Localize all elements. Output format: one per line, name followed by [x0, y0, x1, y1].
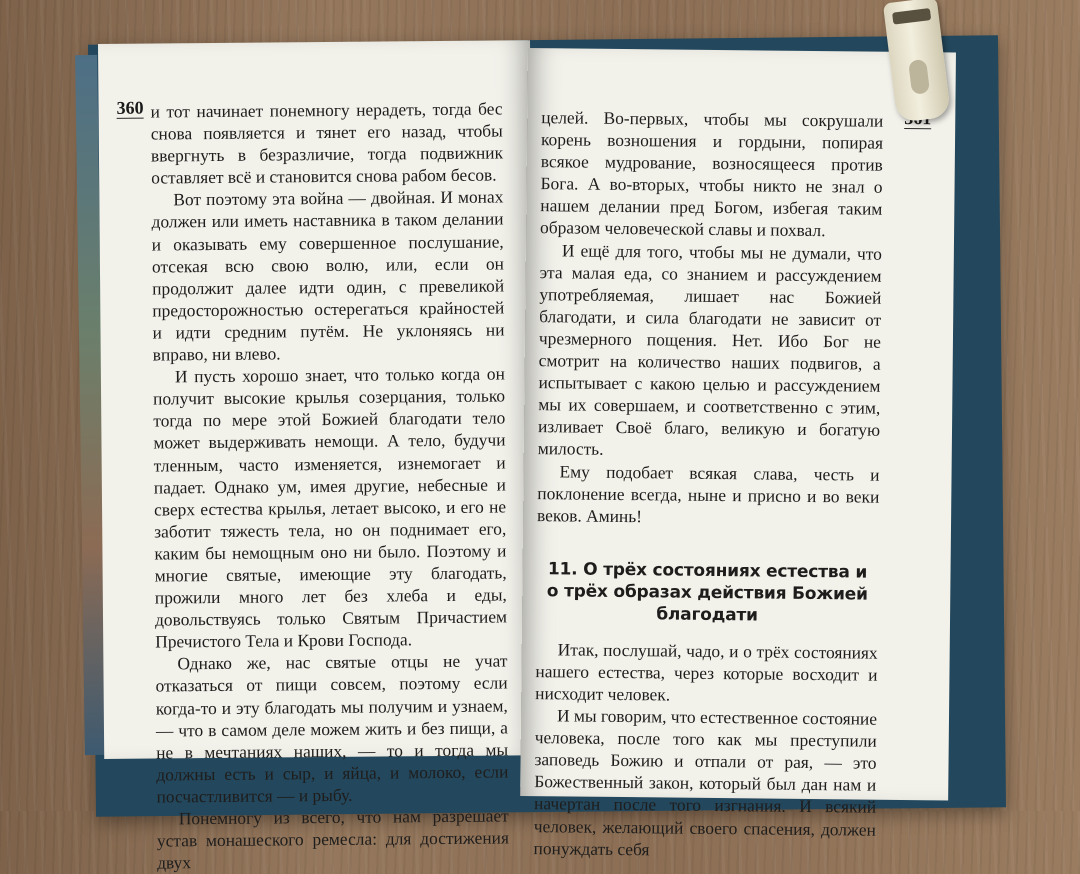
paragraph: и тот начинает понемногу нерадеть, тогда бес снова появляется и тянет его назад, чтобы ввергнуть в безразличие, тогда подвижник оставляет всё и становится снова рабом бесов. — [150, 98, 504, 188]
page-number: 360 — [116, 97, 144, 118]
paragraph: Ему подобает всякая слава, честь и поклонение всегда, ныне и присно и во веки веков. Аминь! — [537, 460, 880, 526]
right-page — [520, 48, 956, 859]
left-page — [98, 40, 536, 873]
clip-hole — [908, 59, 930, 95]
paragraph: целей. Во-первых, чтобы мы сокрушали корень возношения и гордыни, попирая всякое мудрование, возносящееся против Бога. А во-вторых, чтобы никто не знал о нашем делании пред Богом, избегая таким образом человеческой славы и похвал. — [540, 107, 884, 241]
left-page-text — [150, 97, 509, 873]
chapter-heading: 11. О трёх состояниях естества и о трёх образах действия Божией благодати — [546, 559, 868, 626]
paragraph: Вот поэтому эта война — двойная. И монах должен или иметь наставника в таком делании и оказывать ему совершенное послушание, отсекая всю свою волю, или, если он продолжит далее идти один, с превеликой предосторожностью остерегаться крайностей и идти средним путём. Не уклоняясь ни вправо, ни влево. — [151, 186, 505, 365]
paragraph: И пусть хорошо знает, что только когда он получит высокие крылья созерцания, только тогда по мере этой Божией благодати тело может выдерживать немощи. А тело, будучи тленным, часто изменяется, изнемогает и падает. Однако ум, имея другие, небесные и сверх естества крылья, летает высоко, и его не заботит тяжесть тела, но он поднимает его, каким бы немощным оно ни было. Поэтому и многие святые, имеющие эту благодать, прожили много лет без хлеба и еды, довольствуясь только Святым Причастием Пречистого Тела и Крови Господа. — [153, 363, 508, 652]
paragraph: Понемногу из всего, что нам разрешает устав монашеского ремесла: для достижения двух — [156, 805, 510, 873]
paragraph: И ещё для того, чтобы мы не думали, что эта малая еда, со знанием и рассуждением употребляемая, лишает нас Божией благодати, и сила благодати не зависит от чрезмерного пощения. Нет. Ибо Бог не смотрит на количество наших подвигов, а испытывает с какою целью и рассуждением мы их совершаем, и соответственно с этим, изливает Своё благо, великую и богатую милость. — [537, 239, 882, 460]
right-page-text — [534, 106, 884, 862]
clip-bar — [892, 8, 931, 25]
paragraph: Итак, послушай, чадо, и о трёх состояниях нашего естества, через которые восходит и нисходит человек. — [535, 639, 878, 705]
paragraph: И мы говорим, что естественное состояние человека, после того как мы преступили заповедь Божию и отпали от рая, — это Божественный закон, который был дан нам и начертан после того изгнания. И всякий человек, желающий своего спасения, должен понуждать себя — [533, 705, 878, 859]
paragraph: Однако же, нас святые отцы не учат отказаться от пищи совсем, поэтому если когда-то и эту благодать мы получим и узнаем, — что в самом деле можем жить и без пищи, а не в мечтаниях наших, — то и тогда мы должны есть и сыр, и яйца, и молоко, если посчастливится — и рыбу. — [155, 650, 509, 807]
